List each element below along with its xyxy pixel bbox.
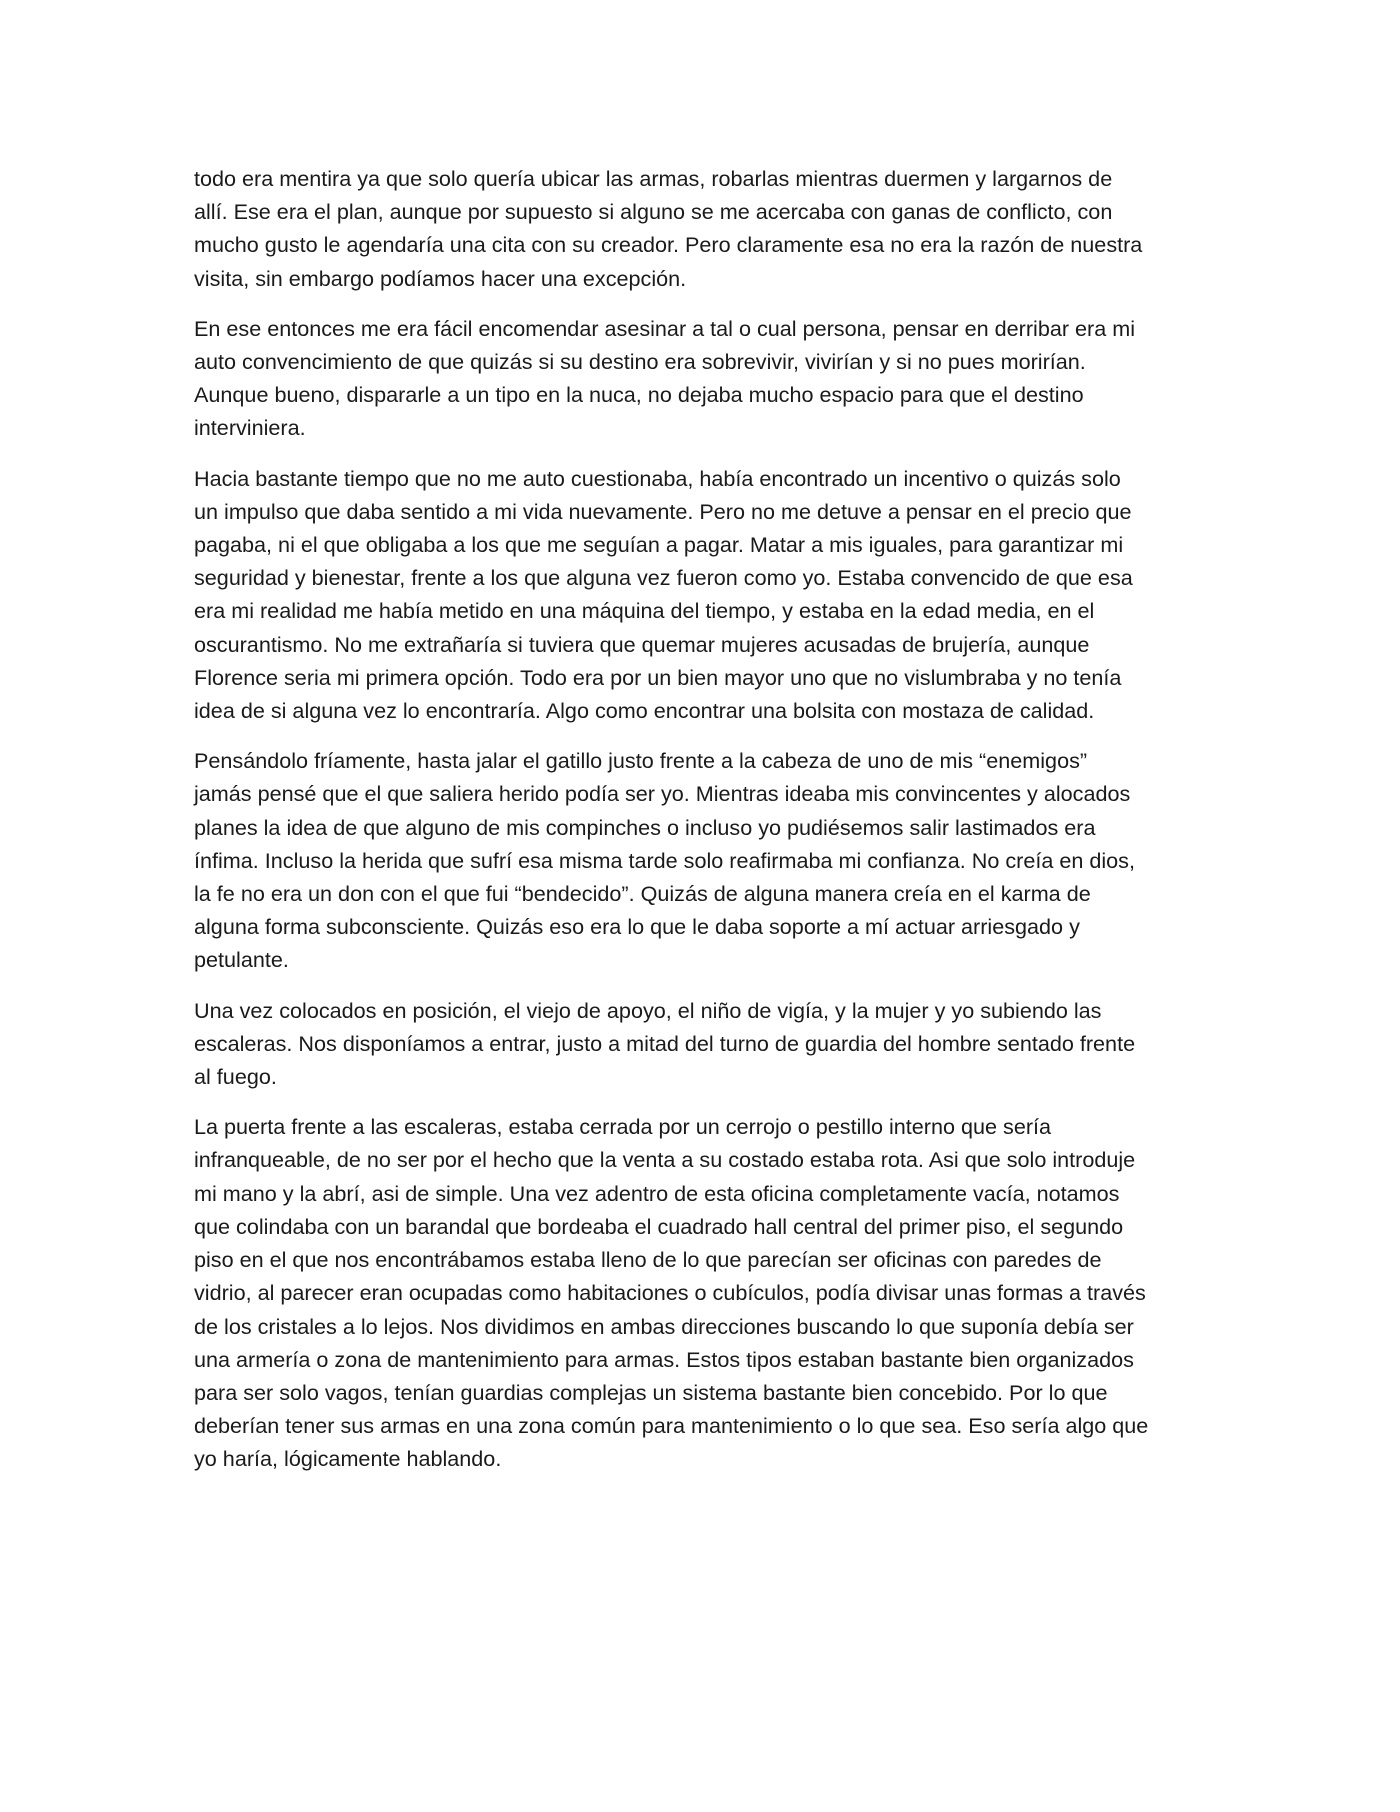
paragraph-6: La puerta frente a las escaleras, estaba cerrada por un cerrojo o pestillo interno que sería infranqueable, de no ser por el hecho que la venta a su costado estaba rota. Asi que solo introduje mi mano y la abrí, asi de simple. Una vez adentro de esta oficina completamente vacía, notamos que colindaba con un barandal que bordeaba el cuadrado hall central del primer piso, el segundo piso en el que nos encontrábamos estaba lleno de lo que parecían ser oficinas con paredes de vidrio, al parecer eran ocupadas como habitaciones o cubículos, podía divisar unas formas a través de los cristales a lo lejos. Nos dividimos en ambas direcciones buscando lo que suponía debía ser una armería o zona de mantenimiento para armas. Estos tipos estaban bastante bien organizados para ser solo vagos, tenían guardias complejas un sistema bastante bien concebido. Por lo que deberían tener sus armas en una zona común para mantenimiento o lo que sea. Eso sería algo que yo haría, lógicamente hablando. bbox=[194, 1114, 1149, 1472]
paragraph-2: En ese entonces me era fácil encomendar asesinar a tal o cual persona, pensar en derribar era mi auto convencimiento de que quizás si su destino era sobrevivir, vivirían y si no pues morirían. Aunque bueno, dispararle a un tipo en la nuca, no dejaba mucho espacio para que el destino interviniera. bbox=[194, 315, 1136, 441]
paragraph-1: todo era mentira ya que solo quería ubicar las armas, robarlas mientras duermen y largarnos de allí. Ese era el plan, aunque por supuesto si alguno se me acercaba con ganas de conflicto, con mucho gusto le agendaría una cita con su creador. Pero claramente esa no era la razón de nuestra visita, sin embargo podíamos hacer una excepción. bbox=[194, 166, 1143, 291]
paragraph-4: Pensándolo fríamente, hasta jalar el gatillo justo frente a la cabeza de uno de mis “enemigos” jamás pensé que el que saliera herido podía ser yo. Mientras ideaba mis convincentes y alocados planes la idea de que alguno de mis compinches o incluso yo pudiésemos salir lastimados era ínfima. Incluso la herida que sufrí esa misma tarde solo reafirmaba mi confianza. No creía en dios, la fe no era un don con el que fui “bendecido”. Quizás de alguna manera creía en el karma de alguna forma subconsciente. Quizás eso era lo que le daba soporte a mí actuar arriesgado y petulante. bbox=[194, 748, 1135, 973]
paragraph-5: Una vez colocados en posición, el viejo de apoyo, el niño de vigía, y la mujer y yo subiendo las escaleras. Nos disponíamos a entrar, justo a mitad del turno de guardia del hombre sentado frente al fuego. bbox=[194, 997, 1136, 1090]
document-body bbox=[194, 162, 1206, 1493]
paragraph-3: Hacia bastante tiempo que no me auto cuestionaba, había encontrado un incentivo o quizás solo un impulso que daba sentido a mi vida nuevamente. Pero no me detuve a pensar en el precio que pagaba, ni el que obligaba a los que me seguían a pagar. Matar a mis iguales, para garantizar mi seguridad y bienestar, frente a los que alguna vez fueron como yo. Estaba convencido de que esa era mi realidad me había metido en una máquina del tiempo, y estaba en la edad media, en el oscurantismo. No me extrañaría si tuviera que quemar mujeres acusadas de brujería, aunque Florence seria mi primera opción. Todo era por un bien mayor uno que no vislumbraba y no tenía idea de si alguna vez lo encontraría. Algo como encontrar una bolsita con mostaza de calidad. bbox=[194, 465, 1133, 724]
